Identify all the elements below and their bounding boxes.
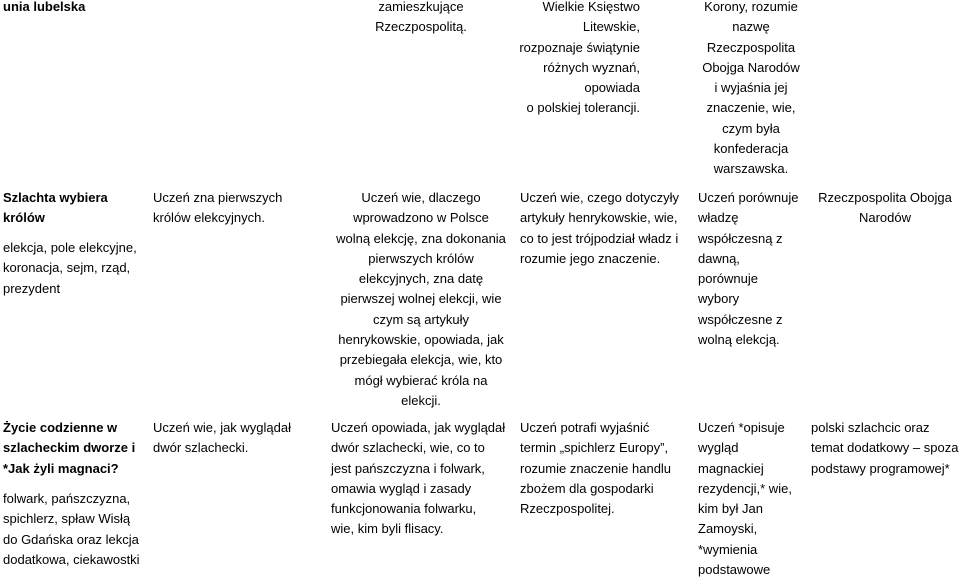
row1-requirement-very-good: Korony, rozumie nazwę Rzeczpospolita Obojga Narodów i wyjaśnia jej znaczenie, wie, czym była konfederacja warszawska. [702, 0, 800, 177]
row3-topic: Życie codzienne w szlacheckim dworze i *Jak żyli magnaci? [3, 420, 136, 476]
row2-terms: elekcja, pole elekcyjne, koronacja, sejm, rząd, prezydent [3, 240, 137, 296]
row1-requirement-good: Wielkie Księstwo Litewskie, rozpoznaje świątynie różnych wyznań, opowiada o polskiej tolerancji. [519, 0, 640, 116]
row3-requirement-sufficient: Uczeń wie, jak wyglądał dwór szlachecki. [153, 420, 292, 456]
row2-requirement-sufficient: Uczeń zna pierwszych królów elekcyjnych. [153, 190, 283, 226]
row2-requirement-good: Uczeń wie, czego dotyczyły artykuły henrykowskie, wie, co to jest trójpodział władz i rozumie jego znaczenie. [520, 190, 679, 266]
row3-requirement-very-good: Uczeń *opisuje wygląd magnackiej rezydencji,* wie, kim był Jan Zamoyski, *wymienia podstawowe [698, 420, 792, 578]
row1-requirement-basic: zamieszkujące Rzeczpospolitą. [375, 0, 467, 35]
row2-notes: Rzeczpospolita Obojga Narodów [818, 190, 952, 226]
row2-topic: Szlachta wybiera królów [3, 190, 108, 226]
row3-requirement-good: Uczeń potrafi wyjaśnić termin „spichlerz Europy”, rozumie znaczenie handlu zbożem dla gospodarki Rzeczpospolitej. [520, 420, 672, 517]
row3-requirement-basic: Uczeń opowiada, jak wyglądał dwór szlachecki, wie, co to jest pańszczyzna i folwark, omawia wygląd i zasady funkcjonowania folwarku, wie, kim byli flisacy. [331, 420, 506, 537]
row2-requirement-very-good: Uczeń porównuje władzę współczesną z dawną, porównuje wybory współczesne z wolną elekcją. [698, 190, 799, 348]
row3-notes: polski szlachcic oraz temat dodatkowy – spoza podstawy programowej* [811, 420, 959, 476]
row1-topic: unia lubelska [3, 0, 86, 14]
row2-requirement-basic: Uczeń wie, dlaczego wprowadzono w Polsce wolną elekcję, zna dokonania pierwszych królów elekcyjnych, zna datę pierwszej wolnej elekcji, wie czym są artykuły henrykowskie, opowiada, jak przebiegała elekcja, wie, kto mógł wybierać króla na elekcji. [336, 190, 506, 408]
row3-terms: folwark, pańszczyzna, spichlerz, spław Wisłą do Gdańska oraz lekcja dodatkowa, ciekawostki [3, 491, 140, 567]
